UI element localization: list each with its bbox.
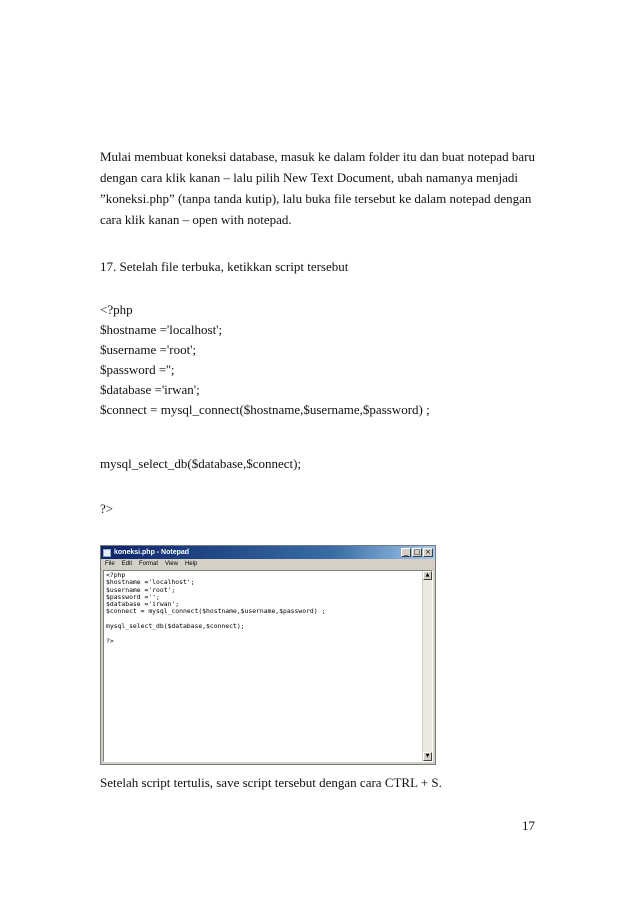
code-line: <?php [100,302,133,317]
notepad-line: $username ='root'; [106,585,176,594]
notepad-line: <?php [106,571,126,579]
php-code-block [100,300,430,420]
page-number: 17 [522,818,535,833]
code-line: ?> [100,501,114,516]
code-line: $username ='root'; [100,342,197,357]
notepad-line: $connect = mysql_connect($hostname,$username,$password) ; [106,607,326,616]
paragraph-line: dengan cara klik kanan – lalu pilih New Text Document, ubah namanya menjadi [100,170,518,185]
minimize-icon: _ [401,548,411,557]
vertical-scrollbar [422,571,432,761]
notepad-window-screenshot [100,545,436,765]
notepad-line: mysql_select_db($database,$connect); [106,622,245,631]
step-text: 17. Setelah file terbuka, ketikkan script tersebut [100,259,349,274]
maximize-icon: □ [413,548,421,556]
menu-help: Help [184,561,198,567]
code-line: $database ='irwan'; [100,382,200,397]
notepad-line: $hostname ='localhost'; [106,578,195,587]
menu-file: File [105,561,115,567]
intro-paragraph [100,146,540,230]
code-line: $hostname ='localhost'; [100,322,223,337]
paragraph-line: cara klik kanan – open with notepad. [100,212,292,227]
notepad-content [106,572,325,645]
menu-format: Format [139,561,159,567]
step-17-text [100,256,540,277]
code-line: $password =''; [100,362,175,377]
code-line: mysql_select_db($database,$connect); [100,456,302,471]
paragraph-line: ”koneksi.php” (tanpa tanda kutip), lalu buka file tersebut ke dalam notepad dengan [100,191,532,206]
closing-text: Setelah script tertulis, save script tersebut dengan cara CTRL + S. [100,775,442,790]
code-close-tag-line [100,499,113,519]
paragraph-line: Mulai membuat koneksi database, masuk ke dalam folder itu dan buat notepad baru [100,149,536,164]
notepad-title: koneksi.php - Notepad [114,549,190,556]
notepad-menu-bar [101,559,435,569]
notepad-title-bar [101,546,435,559]
code-line: $connect = mysql_connect($hostname,$username,$password) ; [100,402,430,417]
closing-paragraph [100,772,540,793]
close-icon: × [423,548,433,557]
notepad-app-icon [103,549,111,557]
menu-edit: Edit [121,561,133,567]
scroll-up-arrow-icon: ▲ [423,571,432,580]
scroll-down-arrow-icon: ▼ [423,752,432,761]
code-select-db-line [100,454,301,474]
notepad-text-area [103,570,433,762]
notepad-line [106,630,325,637]
notepad-line: ?> [106,636,114,645]
window-controls [401,548,433,557]
notepad-line: $password =''; [106,592,160,601]
menu-view: View [165,561,178,567]
notepad-line: $database ='irwan'; [106,600,180,609]
